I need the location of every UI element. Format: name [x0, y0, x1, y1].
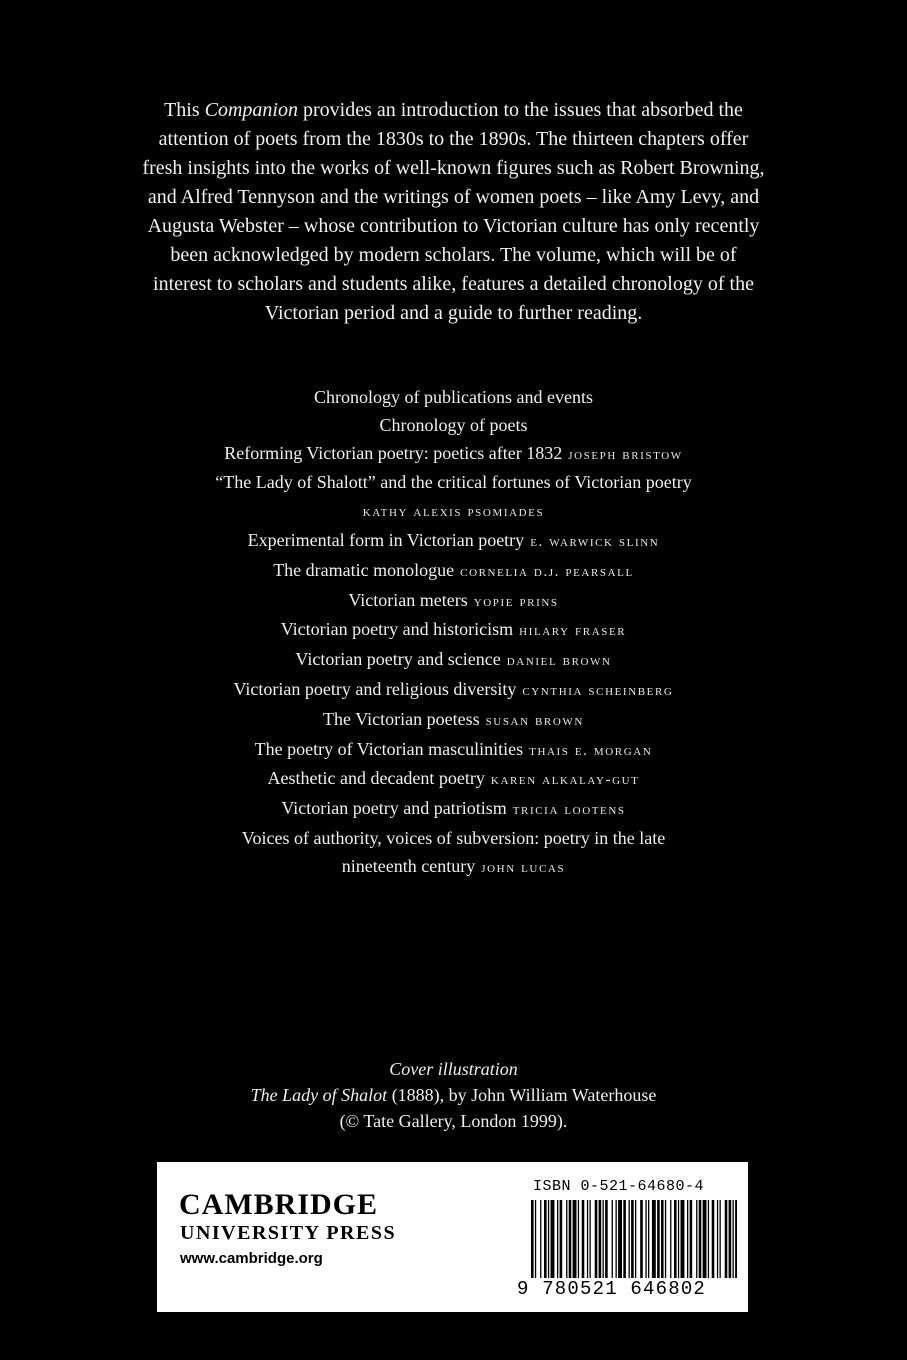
toc-entry-author: daniel brown: [506, 653, 612, 670]
barcode-bar: [560, 1200, 563, 1278]
publisher-barcode-panel: [157, 1162, 748, 1312]
barcode-bar: [703, 1200, 707, 1278]
blurb-companion-title: Companion: [204, 99, 298, 121]
toc-entry-title: Chronology of publications and events: [314, 387, 593, 407]
toc-entry: [120, 384, 787, 412]
toc-entry-title: The Victorian poetess: [323, 708, 480, 729]
toc-entry: [120, 765, 787, 795]
toc-entry-author: tricia lootens: [512, 802, 626, 819]
barcode-bar: [548, 1200, 549, 1278]
toc-entry: [120, 825, 787, 853]
barcode-bar: [590, 1200, 591, 1278]
barcode-bar: [535, 1200, 536, 1278]
toc-entry: [120, 676, 787, 706]
barcode-number: 9 780521 646802: [517, 1278, 707, 1300]
toc-entry-title: Victorian poetry and historicism: [280, 619, 514, 640]
barcode-bar: [603, 1200, 604, 1278]
toc-entry-title: Victorian poetry and science: [295, 649, 501, 670]
toc-entry: [120, 646, 787, 676]
back-cover-blurb: [140, 96, 767, 328]
toc-entry: [120, 795, 787, 825]
barcode-bar: [729, 1200, 732, 1278]
barcode-bar: [616, 1200, 617, 1278]
barcode-bar: [605, 1200, 608, 1278]
toc-entry-author: john lucas: [481, 859, 566, 876]
toc-entry-author: kathy alexis psomiades: [362, 504, 545, 521]
toc-entry: [120, 557, 787, 587]
barcode-bar: [595, 1200, 598, 1278]
toc-entry: [120, 440, 787, 470]
barcode-bar: [573, 1200, 577, 1278]
toc-entry-author: susan brown: [485, 712, 584, 729]
barcode-bar: [712, 1200, 715, 1278]
toc-entry: [120, 412, 787, 440]
toc-entry-author: yopie prins: [473, 593, 559, 610]
toc-entry: [120, 706, 787, 736]
toc-entry-author: karen alkalay-gut: [490, 772, 640, 789]
toc-entry-title: nineteenth century: [341, 855, 476, 876]
barcode-bar: [733, 1200, 734, 1278]
publisher-url: www.cambridge.org: [180, 1250, 323, 1267]
barcode-bar: [544, 1200, 547, 1278]
toc-entry-title: The poetry of Victorian masculinities: [254, 738, 524, 759]
barcode-bar: [708, 1200, 709, 1278]
barcode-bar: [720, 1200, 721, 1278]
toc-entry-author: hilary fraser: [519, 623, 627, 640]
barcode-bar: [657, 1200, 660, 1278]
toc-entry-title: Chronology of poets: [379, 414, 528, 435]
toc-entry: [120, 853, 787, 883]
barcode-bar: [531, 1200, 534, 1278]
barcode-bar: [587, 1200, 588, 1278]
blurb-body: provides an introduction to the issues that absorbed the attention of poets from the 1830s to the 1890s. The thirteen chapters offer fresh insights into the works of well-known figures such as Robert Browning, and Alfred Tennyson and the writings of women poets – like Amy Levy, and Augusta Webster – whose contribution to Victorian culture has only recently been acknowledged by modern scholars. The volume, which will be of interest to scholars and students alike, features a detailed chronology of the Victorian period and a guide to further reading.: [142, 99, 765, 324]
toc-entry: [120, 587, 787, 617]
toc-entry-author: joseph bristow: [568, 446, 683, 463]
toc-entry-title: Aesthetic and decadent poetry: [267, 768, 485, 789]
barcode-bar: [717, 1200, 718, 1278]
cover-illustration-credit: [140, 1056, 767, 1134]
toc-entry-author: cynthia scheinberg: [522, 682, 674, 699]
barcode-bar: [629, 1200, 630, 1278]
barcode-bar: [645, 1200, 646, 1278]
barcode-bar: [678, 1200, 679, 1278]
barcode-bar: [551, 1200, 555, 1278]
toc-entry: [120, 616, 787, 646]
toc-entry-author: e. warwick slinn: [530, 533, 660, 550]
barcode-bar: [665, 1200, 666, 1278]
publisher-subtitle: UNIVERSITY PRESS: [180, 1222, 397, 1244]
credit-painting-details: (1888), by John William Waterhouse: [387, 1085, 657, 1105]
barcode-bar: [557, 1200, 558, 1278]
barcode-bar: [735, 1200, 737, 1278]
credit-painting-title: The Lady of Shalot: [250, 1085, 388, 1105]
toc-entry-title: Victorian poetry and religious diversity: [233, 678, 517, 699]
barcode-bar: [618, 1200, 622, 1278]
barcode-bar: [652, 1200, 656, 1278]
barcode-bar: [699, 1200, 702, 1278]
barcode-bar: [582, 1200, 585, 1278]
barcode-bar: [578, 1200, 579, 1278]
barcode-bar: [623, 1200, 626, 1278]
barcode-bar: [687, 1200, 688, 1278]
barcode-bar: [696, 1200, 697, 1278]
barcode-bar: [661, 1200, 664, 1278]
toc-entry-author: cornelia d.j. pearsall: [460, 563, 634, 580]
toc-entry-title: “The Lady of Shalott” and the critical fortunes of Victorian poetry: [215, 472, 692, 493]
barcode-bar: [635, 1200, 636, 1278]
toc-entry: [120, 527, 787, 557]
barcode-bar: [569, 1200, 572, 1278]
barcode-bar: [540, 1200, 541, 1278]
barcode-bar: [648, 1200, 649, 1278]
barcode-bar: [690, 1200, 693, 1278]
barcode-bar: [681, 1200, 685, 1278]
toc-entry-author: thais e. morgan: [529, 742, 653, 759]
credit-copyright: (© Tate Gallery, London 1999).: [339, 1111, 568, 1131]
toc-entry-title: Reforming Victorian poetry: poetics after 1832: [224, 442, 563, 463]
barcode-bar: [674, 1200, 677, 1278]
barcode-bar: [631, 1200, 634, 1278]
toc-entry-title: Voices of authority, voices of subversion: poetry in the late: [241, 827, 666, 848]
toc-entry: [120, 497, 787, 527]
barcode-bar: [640, 1200, 643, 1278]
barcode-bar: [612, 1200, 613, 1278]
publisher-name: CAMBRIDGE: [179, 1188, 379, 1221]
barcode-graphic: [531, 1200, 737, 1278]
toc-entry-title: The dramatic monologue: [273, 559, 455, 580]
barcode-bar: [725, 1200, 728, 1278]
credit-heading: Cover illustration: [389, 1059, 518, 1079]
toc-entry-title: Victorian meters: [348, 589, 468, 610]
toc-entry: [120, 736, 787, 766]
toc-entry: [120, 469, 787, 497]
table-of-contents: [120, 384, 787, 883]
toc-entry-title: Experimental form in Victorian poetry: [247, 529, 525, 550]
barcode-bar: [670, 1200, 671, 1278]
toc-entry-title: Victorian poetry and patriotism: [281, 798, 507, 819]
isbn-label: ISBN 0-521-64680-4: [533, 1178, 705, 1195]
barcode-bar: [599, 1200, 602, 1278]
barcode-bar: [566, 1200, 567, 1278]
blurb-intro: This: [164, 99, 205, 121]
